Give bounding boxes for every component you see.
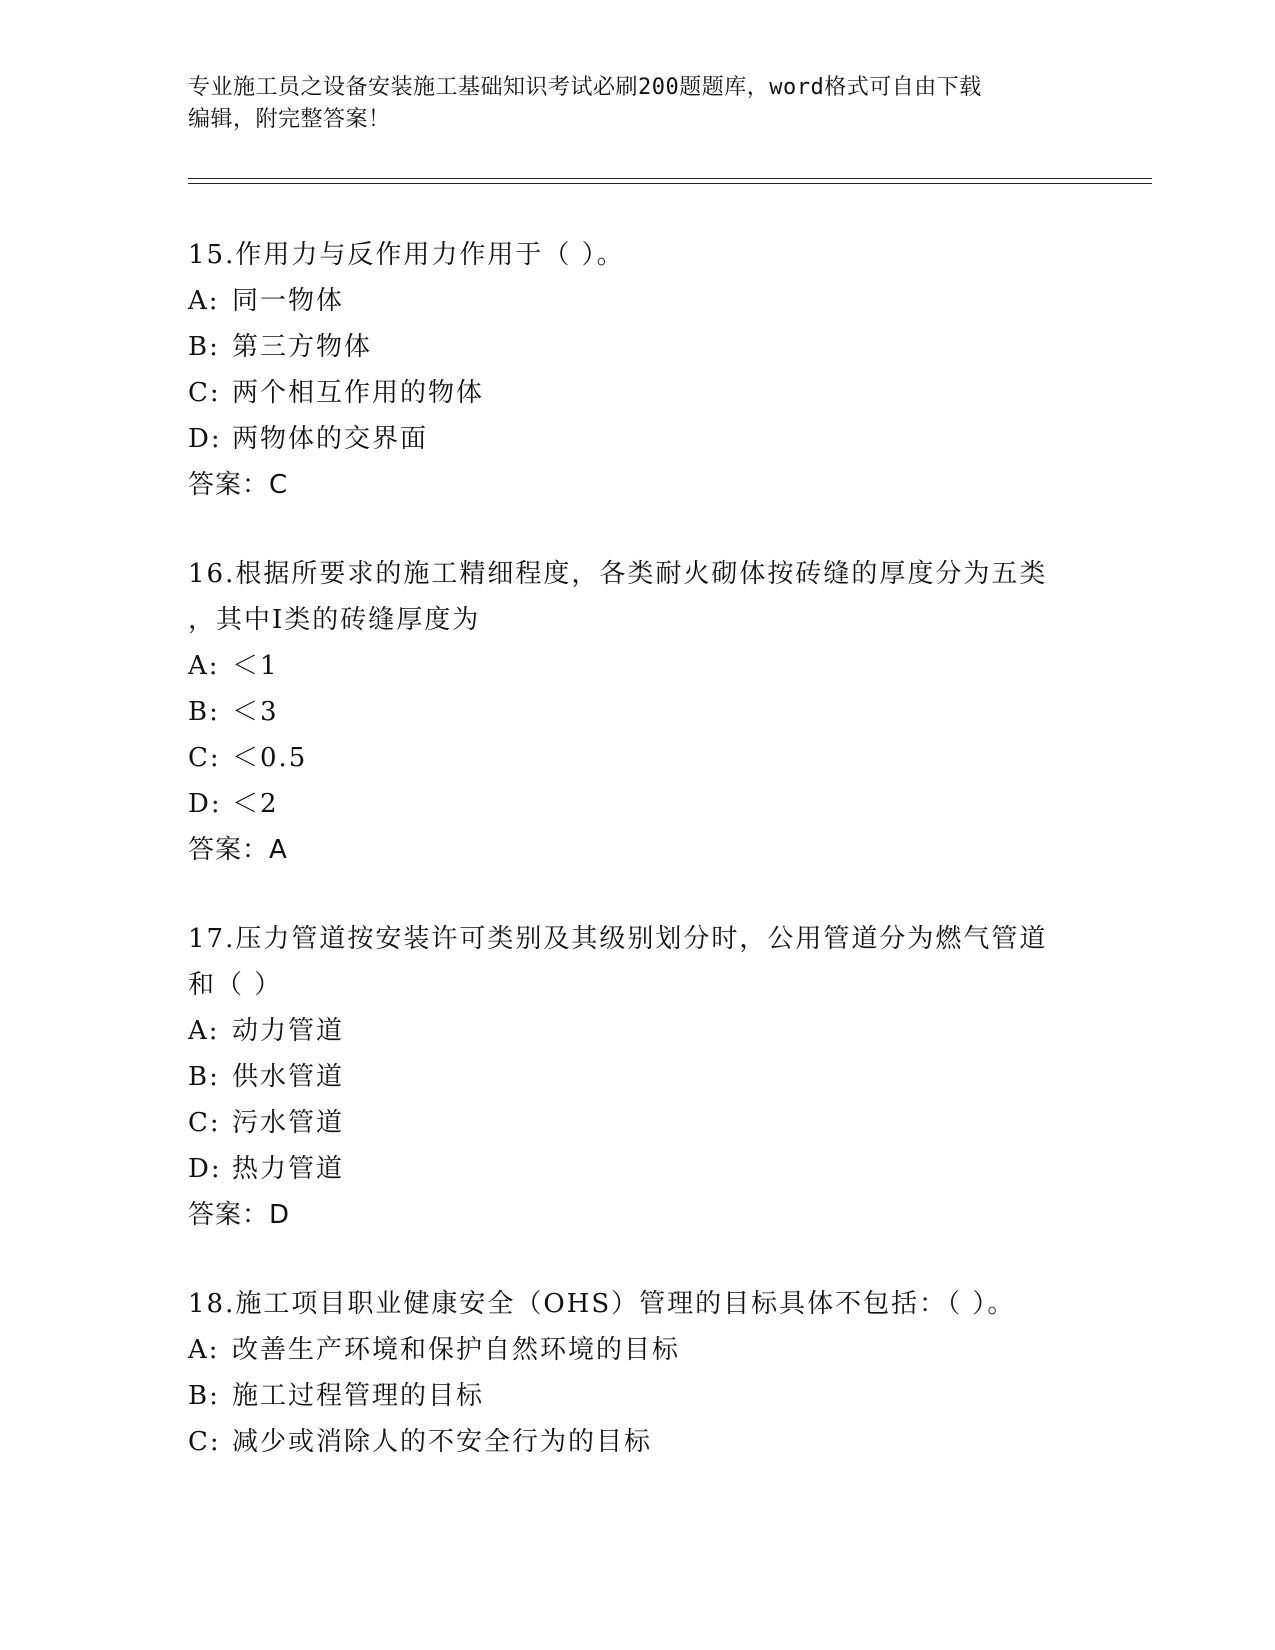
- option-text: 同一物体: [232, 286, 345, 316]
- option-c: [188, 370, 1088, 416]
- question-text: 17.压力管道按安装许可类别及其级别划分时，公用管道分为燃气管道: [188, 924, 1048, 954]
- question-17: [188, 916, 1088, 1238]
- option-c: [188, 1100, 1088, 1146]
- option-text: ＜1: [232, 651, 279, 681]
- option-text: 改善生产环境和保护自然环境的目标: [232, 1335, 681, 1365]
- question-text: 15.作用力与反作用力作用于（ ）。: [188, 240, 625, 270]
- option-key: A:: [188, 1016, 220, 1046]
- option-text: 两物体的交界面: [232, 424, 429, 454]
- option-a: [188, 1008, 1088, 1054]
- option-b: [188, 689, 1088, 735]
- option-b: [188, 1054, 1088, 1100]
- option-a: [188, 1327, 1088, 1373]
- option-d: [188, 416, 1088, 462]
- answer-label: 答案：A: [188, 835, 288, 865]
- question-text-continued: ，其中Ⅰ类的砖缝厚度为: [188, 605, 481, 635]
- header-divider-bottom: [188, 183, 1152, 184]
- question-text: 16.根据所要求的施工精细程度，各类耐火砌体按砖缝的厚度分为五类: [188, 559, 1048, 589]
- option-key: A:: [188, 286, 220, 316]
- answer-label: 答案：C: [188, 470, 289, 500]
- option-text: 两个相互作用的物体: [232, 378, 485, 408]
- option-text: 污水管道: [232, 1108, 345, 1138]
- header-title-line-1: 专业施工员之设备安装施工基础知识考试必刷200题题库，word格式可自由下载: [188, 75, 982, 100]
- question-text: 18.施工项目职业健康安全（OHS）管理的目标具体不包括：（ ）。: [188, 1289, 1016, 1319]
- answer-label: 答案：D: [188, 1200, 291, 1230]
- option-text: 第三方物体: [232, 332, 373, 362]
- option-c: [188, 735, 1088, 781]
- option-key: C:: [188, 743, 221, 773]
- question-18: [188, 1281, 1088, 1465]
- option-text: 减少或消除人的不安全行为的目标: [232, 1427, 653, 1457]
- document-header: [188, 72, 1068, 136]
- option-text: 施工过程管理的目标: [232, 1381, 485, 1411]
- option-key: D:: [188, 789, 222, 819]
- option-key: C:: [188, 1108, 221, 1138]
- question-15: [188, 232, 1088, 508]
- option-key: A:: [188, 1335, 220, 1365]
- header-divider-top: [188, 178, 1152, 179]
- question-text-continued: 和（ ）: [188, 970, 283, 1000]
- header-title-line-2: 编辑，附完整答案！: [188, 107, 391, 132]
- question-list: [188, 232, 1088, 1508]
- option-key: B:: [188, 332, 220, 362]
- option-a: [188, 278, 1088, 324]
- option-key: C:: [188, 378, 221, 408]
- option-key: D:: [188, 1154, 222, 1184]
- option-key: B:: [188, 1381, 220, 1411]
- option-key: D:: [188, 424, 222, 454]
- option-key: B:: [188, 697, 220, 727]
- option-text: ＜0.5: [232, 743, 308, 773]
- option-c: [188, 1419, 1088, 1465]
- option-b: [188, 324, 1088, 370]
- option-b: [188, 1373, 1088, 1419]
- option-key: A:: [188, 651, 220, 681]
- option-text: ＜2: [232, 789, 279, 819]
- option-key: B:: [188, 1062, 220, 1092]
- option-d: [188, 781, 1088, 827]
- option-text: 热力管道: [232, 1154, 345, 1184]
- option-text: ＜3: [232, 697, 279, 727]
- option-text: 供水管道: [232, 1062, 345, 1092]
- option-d: [188, 1146, 1088, 1192]
- question-16: [188, 551, 1088, 873]
- option-a: [188, 643, 1088, 689]
- option-text: 动力管道: [232, 1016, 345, 1046]
- option-key: C:: [188, 1427, 221, 1457]
